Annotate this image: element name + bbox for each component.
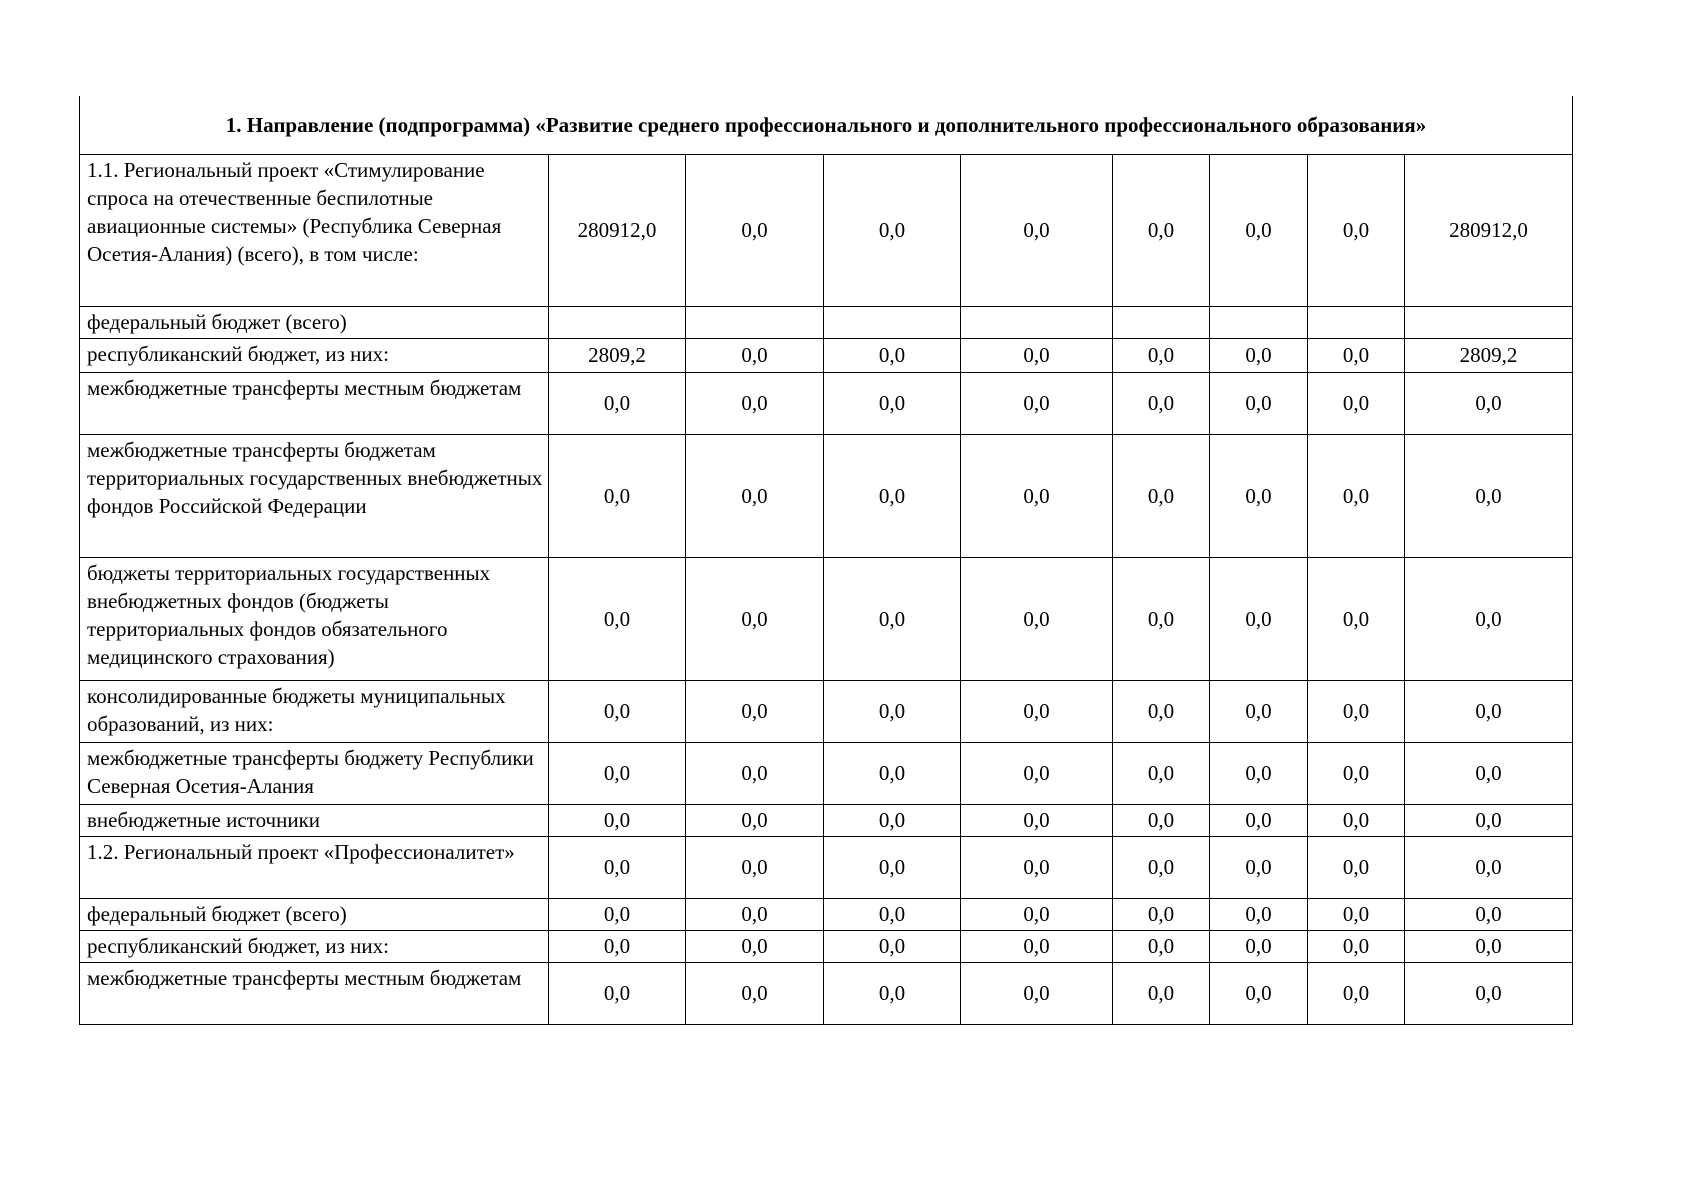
value-cell: 0,0 <box>961 680 1113 742</box>
row-label: внебюджетные источники <box>80 804 549 836</box>
row-label: межбюджетные трансферты бюджетам территориальных государственных внебюджетных фондов Российской Федерации <box>80 434 549 557</box>
value-cell: 2809,2 <box>549 338 686 372</box>
value-cell: 0,0 <box>686 338 824 372</box>
table-row <box>80 154 1573 306</box>
value-cell: 0,0 <box>1210 680 1308 742</box>
value-cell: 0,0 <box>549 930 686 962</box>
value-cell: 0,0 <box>961 154 1113 306</box>
value-cell: 0,0 <box>1113 372 1210 434</box>
value-cell: 0,0 <box>961 434 1113 557</box>
value-cell: 0,0 <box>549 742 686 804</box>
value-cell: 0,0 <box>1405 372 1573 434</box>
value-cell: 0,0 <box>961 372 1113 434</box>
row-label: федеральный бюджет (всего) <box>80 306 549 338</box>
value-cell: 0,0 <box>1405 836 1573 898</box>
value-cell: 0,0 <box>1210 372 1308 434</box>
value-cell: 0,0 <box>1113 742 1210 804</box>
value-cell: 0,0 <box>686 680 824 742</box>
value-cell <box>824 306 961 338</box>
value-cell: 2809,2 <box>1405 338 1573 372</box>
value-cell: 0,0 <box>961 898 1113 930</box>
value-cell <box>686 306 824 338</box>
value-cell: 0,0 <box>1308 338 1405 372</box>
value-cell: 0,0 <box>1210 338 1308 372</box>
value-cell: 0,0 <box>1210 804 1308 836</box>
value-cell: 0,0 <box>1308 154 1405 306</box>
table-row <box>80 742 1573 804</box>
value-cell <box>1405 306 1573 338</box>
value-cell: 0,0 <box>1113 804 1210 836</box>
value-cell: 280912,0 <box>1405 154 1573 306</box>
value-cell: 0,0 <box>549 804 686 836</box>
value-cell: 280912,0 <box>549 154 686 306</box>
value-cell: 0,0 <box>1308 804 1405 836</box>
value-cell: 0,0 <box>1113 680 1210 742</box>
table-row <box>80 962 1573 1024</box>
value-cell: 0,0 <box>824 154 961 306</box>
value-cell <box>549 306 686 338</box>
table-row <box>80 338 1573 372</box>
table-row <box>80 434 1573 557</box>
value-cell: 0,0 <box>1308 434 1405 557</box>
value-cell: 0,0 <box>1308 836 1405 898</box>
row-label: республиканский бюджет, из них: <box>80 930 549 962</box>
value-cell: 0,0 <box>686 434 824 557</box>
value-cell: 0,0 <box>1210 434 1308 557</box>
value-cell: 0,0 <box>1113 898 1210 930</box>
value-cell: 0,0 <box>549 557 686 680</box>
value-cell: 0,0 <box>1113 154 1210 306</box>
value-cell: 0,0 <box>824 680 961 742</box>
table-row <box>80 306 1573 338</box>
value-cell: 0,0 <box>824 338 961 372</box>
value-cell: 0,0 <box>1308 557 1405 680</box>
value-cell: 0,0 <box>1210 557 1308 680</box>
value-cell: 0,0 <box>1113 434 1210 557</box>
budget-table <box>79 96 1573 1025</box>
table-row <box>80 372 1573 434</box>
value-cell: 0,0 <box>1210 836 1308 898</box>
value-cell: 0,0 <box>1308 372 1405 434</box>
value-cell: 0,0 <box>1210 154 1308 306</box>
value-cell: 0,0 <box>1308 898 1405 930</box>
value-cell: 0,0 <box>1405 742 1573 804</box>
value-cell: 0,0 <box>686 836 824 898</box>
value-cell: 0,0 <box>961 557 1113 680</box>
value-cell: 0,0 <box>686 154 824 306</box>
table-row <box>80 557 1573 680</box>
value-cell: 0,0 <box>824 930 961 962</box>
value-cell: 0,0 <box>961 836 1113 898</box>
row-label: консолидированные бюджеты муниципальных образований, из них: <box>80 680 549 742</box>
value-cell <box>1210 306 1308 338</box>
table-row <box>80 804 1573 836</box>
value-cell: 0,0 <box>686 372 824 434</box>
value-cell: 0,0 <box>549 836 686 898</box>
value-cell: 0,0 <box>686 557 824 680</box>
row-label: 1.2. Региональный проект «Профессионалитет» <box>80 836 549 898</box>
value-cell: 0,0 <box>1210 742 1308 804</box>
value-cell <box>961 306 1113 338</box>
value-cell: 0,0 <box>1113 338 1210 372</box>
value-cell: 0,0 <box>686 898 824 930</box>
value-cell: 0,0 <box>1405 434 1573 557</box>
value-cell: 0,0 <box>1308 680 1405 742</box>
value-cell: 0,0 <box>1113 557 1210 680</box>
value-cell: 0,0 <box>1210 930 1308 962</box>
value-cell: 0,0 <box>961 804 1113 836</box>
row-label: межбюджетные трансферты местным бюджетам <box>80 962 549 1024</box>
value-cell: 0,0 <box>686 930 824 962</box>
value-cell: 0,0 <box>1210 898 1308 930</box>
value-cell: 0,0 <box>686 742 824 804</box>
value-cell: 0,0 <box>549 898 686 930</box>
value-cell: 0,0 <box>1405 898 1573 930</box>
value-cell: 0,0 <box>1113 836 1210 898</box>
value-cell: 0,0 <box>549 962 686 1024</box>
value-cell: 0,0 <box>686 804 824 836</box>
value-cell: 0,0 <box>1405 962 1573 1024</box>
value-cell: 0,0 <box>824 434 961 557</box>
value-cell: 0,0 <box>1113 962 1210 1024</box>
table-row <box>80 680 1573 742</box>
table-row <box>80 836 1573 898</box>
table-body <box>80 96 1573 1024</box>
value-cell: 0,0 <box>1405 804 1573 836</box>
value-cell: 0,0 <box>1405 680 1573 742</box>
value-cell: 0,0 <box>961 742 1113 804</box>
value-cell: 0,0 <box>824 804 961 836</box>
value-cell: 0,0 <box>961 962 1113 1024</box>
value-cell: 0,0 <box>961 930 1113 962</box>
table-row <box>80 898 1573 930</box>
value-cell: 0,0 <box>961 338 1113 372</box>
value-cell: 0,0 <box>1405 930 1573 962</box>
value-cell: 0,0 <box>824 962 961 1024</box>
row-label: межбюджетные трансферты бюджету Республики Северная Осетия-Алания <box>80 742 549 804</box>
value-cell: 0,0 <box>824 898 961 930</box>
value-cell: 0,0 <box>824 372 961 434</box>
value-cell <box>1113 306 1210 338</box>
value-cell: 0,0 <box>824 836 961 898</box>
value-cell: 0,0 <box>1308 962 1405 1024</box>
value-cell: 0,0 <box>1308 742 1405 804</box>
value-cell: 0,0 <box>824 557 961 680</box>
section-heading: 1. Направление (подпрограмма) «Развитие среднего профессионального и дополнительного профессионального образования» <box>80 96 1573 154</box>
value-cell: 0,0 <box>824 742 961 804</box>
value-cell: 0,0 <box>549 680 686 742</box>
value-cell: 0,0 <box>1405 557 1573 680</box>
value-cell <box>1308 306 1405 338</box>
row-label: бюджеты территориальных государственных внебюджетных фондов (бюджеты территориальных фондов обязательного медицинского страхования) <box>80 557 549 680</box>
value-cell: 0,0 <box>549 372 686 434</box>
table-row <box>80 930 1573 962</box>
value-cell: 0,0 <box>1113 930 1210 962</box>
value-cell: 0,0 <box>549 434 686 557</box>
section-heading-row <box>80 96 1573 154</box>
row-label: межбюджетные трансферты местным бюджетам <box>80 372 549 434</box>
row-label: республиканский бюджет, из них: <box>80 338 549 372</box>
value-cell: 0,0 <box>686 962 824 1024</box>
value-cell: 0,0 <box>1308 930 1405 962</box>
row-label: федеральный бюджет (всего) <box>80 898 549 930</box>
value-cell: 0,0 <box>1210 962 1308 1024</box>
row-label: 1.1. Региональный проект «Стимулирование спроса на отечественные беспилотные авиационные системы» (Республика Северная Осетия-Алания) (всего), в том числе: <box>80 154 549 306</box>
